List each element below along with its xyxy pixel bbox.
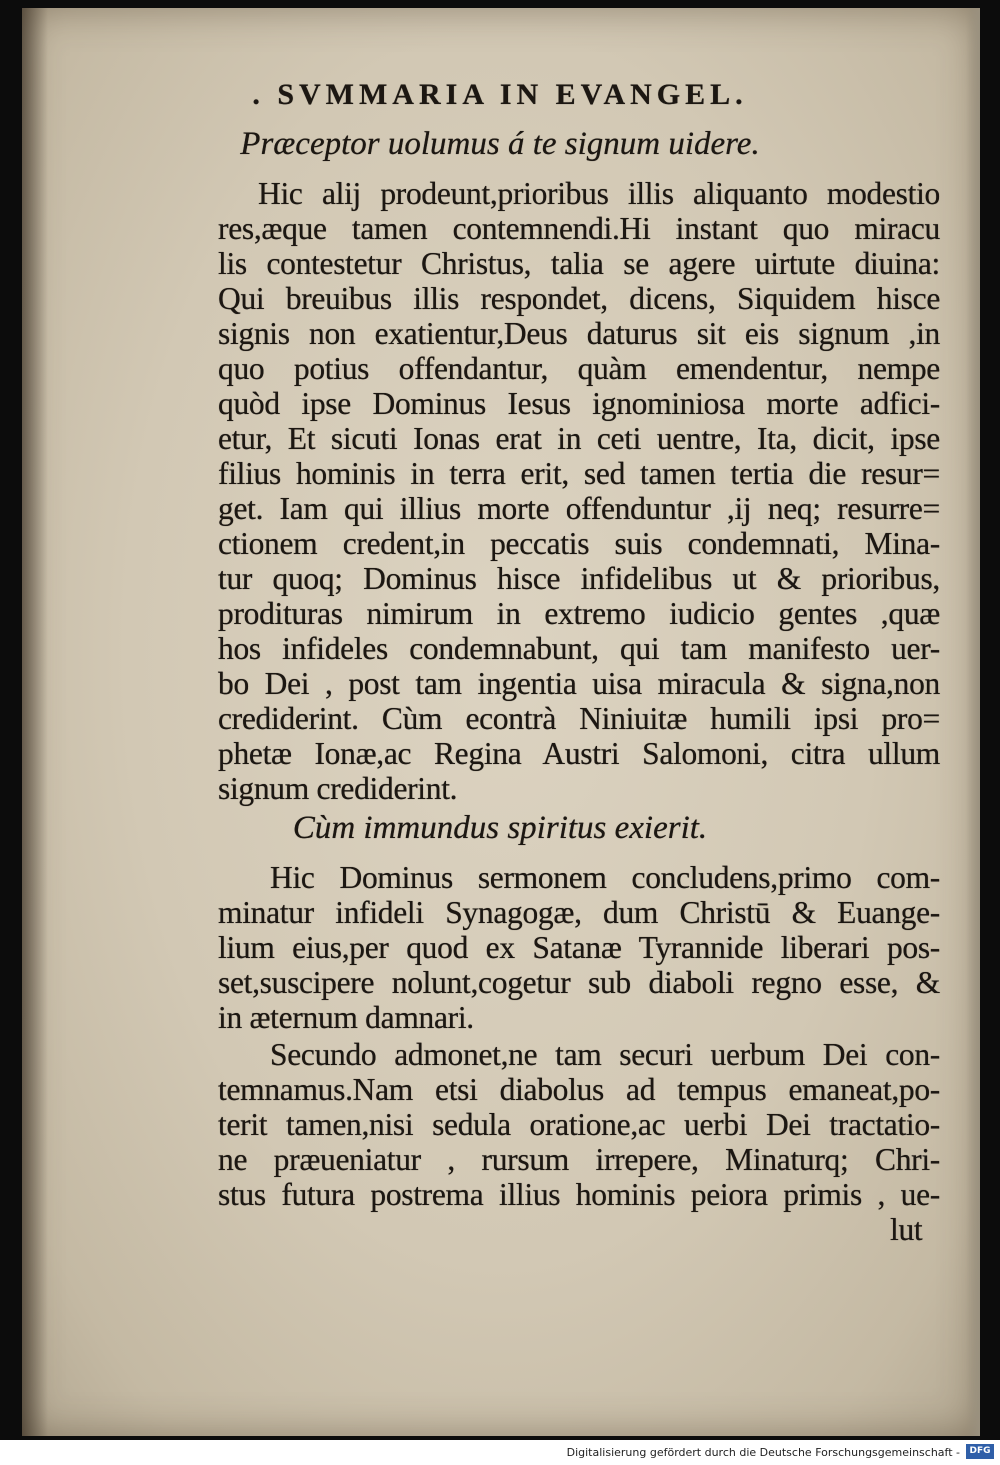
dfg-logo-icon: DFG [966,1444,994,1459]
section-heading-2: Cùm immundus spiritus exierit. [292,810,708,846]
page-gutter-shadow [22,8,48,1436]
text-line: tur quoq; Dominus hisce infidelibus ut & prioribus, [218,561,940,596]
text-line: signum crediderint. [218,771,458,806]
text-line: Secundo admonet,ne tam securi uerbum Dei con- [270,1037,940,1072]
text-line: lis contestetur Christus, talia se agere uirtute diuina: [218,246,940,281]
text-line: temnamus.Nam etsi diabolus ad tempus emaneat,po- [218,1072,940,1107]
text-line: res,æque tamen contemnendi.Hi instant quo miracu [218,211,940,246]
text-line: stus futura postrema illius hominis peiora primis , ue- [218,1177,940,1212]
text-line: etur, Et sicuti Ionas erat in ceti uentre, Ita, dicit, ipse [218,421,940,456]
section-heading-1: Præceptor uolumus á te signum uidere. [240,126,760,162]
text-line: ne præueniatur , rursum irrepere, Minaturq; Chri- [218,1142,940,1177]
text-line: filius hominis in terra erit, sed tamen tertia die resur= [218,456,940,491]
text-line: ctionem credent,in peccatis suis condemnati, Mina- [218,526,940,561]
text-line: lium eius,per quod ex Satanæ Tyrannide liberari pos- [218,930,940,965]
text-line: quòd ipse Dominus Iesus ignominiosa morte adfici- [218,386,940,421]
text-line: signis non exatientur,Deus daturus sit eis signum ,in [218,316,940,351]
text-line: bo Dei , post tam ingentia uisa miracula & signa,non [218,666,940,701]
footer-credit: Digitalisierung gefördert durch die Deutsche Forschungsgemeinschaft - [566,1446,960,1459]
text-line: quo potius offendantur, quàm emendentur, nempe [218,351,940,386]
text-line: Hic alij prodeunt,prioribus illis aliquanto modestio [258,176,940,211]
footer-bar [0,1440,1000,1465]
text-line: hos infideles condemnabunt, qui tam manifesto uer- [218,631,940,666]
catchword: lut [890,1212,923,1247]
text-line: get. Iam qui illius morte offenduntur ,ij neq; resurre= [218,491,940,526]
text-line: Hic Dominus sermonem concludens,primo com- [270,860,940,895]
text-line: in æternum damnari. [218,1000,474,1035]
text-line: set,suscipere nolunt,cogetur sub diaboli regno esse, & [218,965,940,1000]
text-line: phetæ Ionæ,ac Regina Austri Salomoni, citra ullum [218,736,940,771]
text-line: Qui breuibus illis respondet, dicens, Siquidem hisce [218,281,940,316]
text-line: terit tamen,nisi sedula oratione,ac uerbi Dei tractatio- [218,1107,940,1142]
text-line: minatur infideli Synagogæ, dum Christū & Euange- [218,895,940,930]
text-line: prodituras nimirum in extremo iudicio gentes ,quæ [218,596,940,631]
page-edge [966,8,980,1436]
text-line: crediderint. Cùm econtrà Niniuitæ humili ipsi pro= [218,701,940,736]
running-head: . SVMMARIA IN EVANGEL. [252,78,748,111]
